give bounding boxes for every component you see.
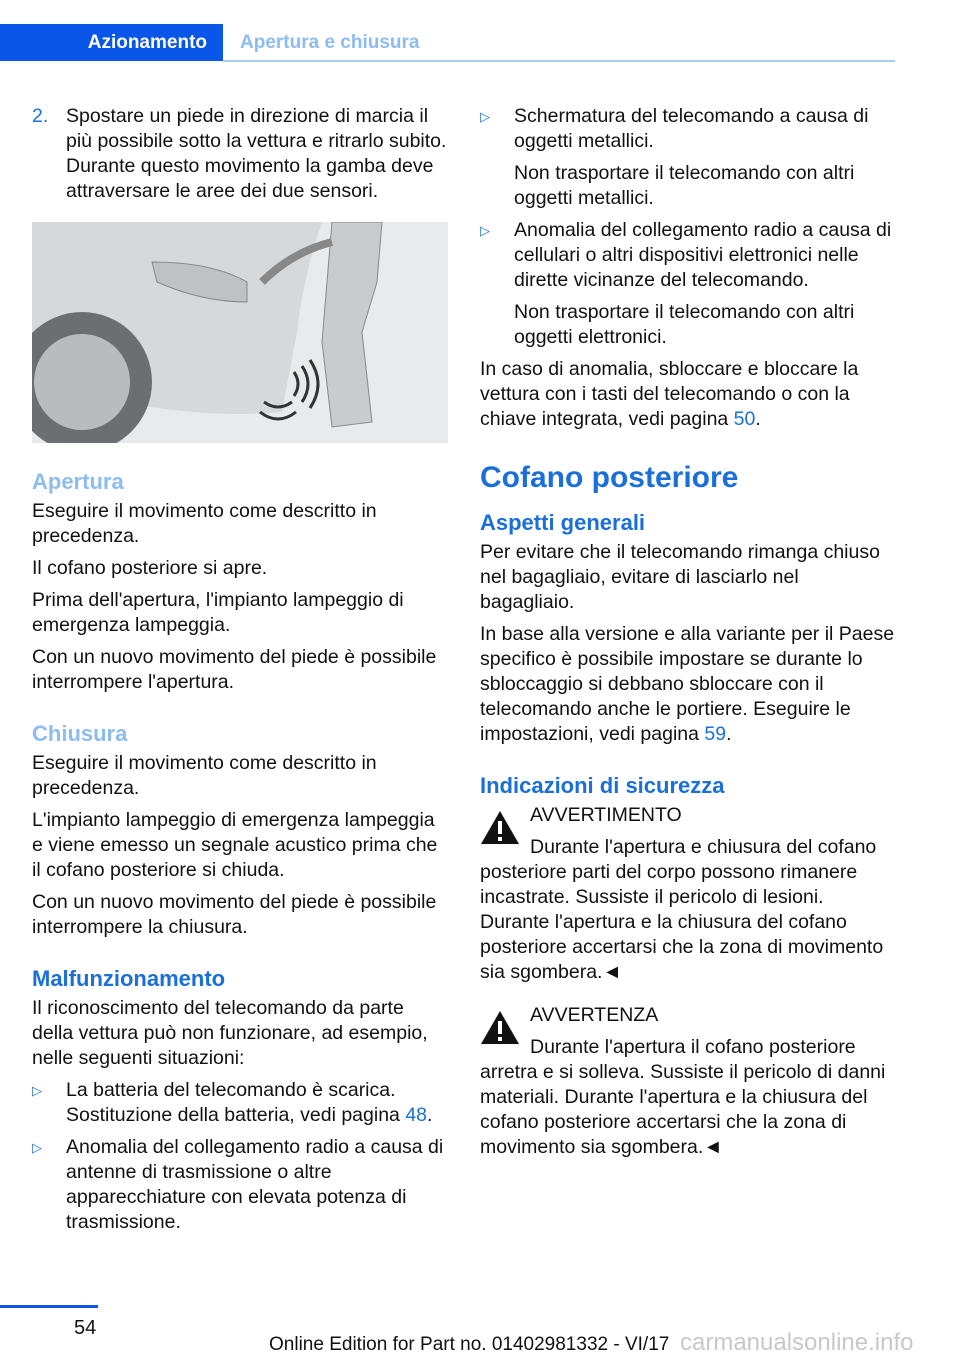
- text: Non trasportare il telecomando con altri oggetti metallici.: [514, 162, 855, 209]
- list-item: [32, 1135, 448, 1235]
- right-column: ▷ Schermatura del telecomando a causa di oggetti metallici. Non trasportare il telecomando con altri oggetti metallici. ▷ Anomalia del collegamento radio a causa di cellulari o altri dispositivi elettronici nelle dirette vicinanze del telecomando. Non trasportare il telecomando con altri oggetti elettronici. In caso di anomalia, sbloccare e bloccare la vettura con i tasti del telecomando o con la chiave integrata, vedi pagina 50. Cofano posteriore Aspetti generali Per evitare che il telecomando rimanga chiuso nel bagagliaio, evitare di lasciarlo nel bagagliaio. In base alla versione e alla variante per il Paese specifico è possibile impostare se durante lo sbloccaggio si debbano sbloccare con il telecomando anche le portiere. Eseguire le impostazioni, vedi pagina 59. Indicazioni di sicurezza AVVERTIMENTO Durante l'apertura e chiusura del cofano posteriore parti del corpo possono rimanere incastrate. Sussiste il pericolo di lesioni. Durante l'apertura e la chiusura del cofano posteriore accertarsi che la zona di movimento sia sgombera.◄ AVVERTENZA Durante l'apertura il cofano posteriore arretra e si solleva. Sussiste il pericolo di danni materiali. Durante l'apertura e la chiusura del cofano posteriore accertarsi che la zona di movimento sia sgombera.◄: [480, 105, 895, 1158]
- text: Durante l'apertura e chiusura del cofano posteriore parti del corpo possono rimanere incastrate. Sussiste il pericolo di lesioni. Durante l'apertura e la chiusura del cofano posteriore accertarsi che la zona di movimento sia sgombera.◄: [480, 836, 884, 983]
- page-link[interactable]: 59: [704, 723, 727, 745]
- footer-divider: [0, 1305, 98, 1308]
- paragraph: Per evitare che il telecomando rimanga chiuso nel bagagliaio, evitare di lasciarlo nel bagagliaio.: [480, 541, 880, 613]
- heading-cofano-posteriore: Cofano posteriore: [480, 461, 739, 494]
- text: Anomalia del collegamento radio a causa di cellulari o altri dispositivi elettronici nelle dirette vicinanze del telecomando.: [514, 219, 892, 291]
- list-item: ▷ La batteria del telecomando è scarica. Sostituzione della batteria, vedi pagina 48.: [32, 1079, 433, 1126]
- watermark: carmanualsonline.info: [680, 1329, 914, 1356]
- list-item: [480, 104, 896, 211]
- warning-icon: [480, 809, 520, 845]
- caution-block: [480, 1003, 896, 1160]
- section-title[interactable]: Apertura e chiusura: [240, 32, 420, 53]
- bullet-icon: ▷: [480, 109, 490, 124]
- heading-aspetti-generali: Aspetti generali: [480, 510, 646, 535]
- text: Non trasportare il telecomando con altri oggetti elettronici.: [514, 301, 855, 348]
- text: In caso di anomalia, sbloccare e bloccare la vettura con i tasti del telecomando o con la chiave integrata, vedi pagina: [480, 358, 859, 430]
- step-number: 2.: [32, 105, 49, 127]
- text: Durante l'apertura il cofano posteriore arretra e si solleva. Sussiste il pericolo di danni materiali. Durante l'apertura e la chiusura del cofano posteriore accertarsi che la zona di movimento sia sgombera.◄: [480, 1036, 886, 1158]
- list-item: [480, 218, 896, 350]
- warning-text: [480, 1035, 896, 1160]
- paragraph: Il riconoscimento del telecomando da parte della vettura può non funzionare, ad esempio, nelle seguenti situazioni:: [32, 997, 428, 1069]
- paragraph: Eseguire il movimento come descritto in precedenza.: [32, 752, 377, 799]
- heading-chiusura: Chiusura: [32, 721, 128, 746]
- warning-title: AVVERTENZA: [530, 1004, 659, 1026]
- page-link[interactable]: 48: [405, 1104, 428, 1126]
- paragraph: Eseguire il movimento come descritto in precedenza.: [32, 500, 377, 547]
- edition-text: Online Edition for Part no. 01402981332 - VI/17: [269, 1334, 670, 1355]
- warning-text: [480, 835, 896, 985]
- page-link[interactable]: 50: [733, 408, 756, 430]
- paragraph: L'impianto lampeggio di emergenza lampeggia e viene emesso un segnale acustico prima che il cofano posteriore si chiuda.: [32, 809, 438, 881]
- heading-apertura: Apertura: [32, 469, 124, 494]
- chapter-tab[interactable]: Azionamento: [0, 24, 223, 61]
- text: La batteria del telecomando è scarica. Sostituzione della batteria, vedi pagina: [66, 1079, 406, 1126]
- paragraph: Con un nuovo movimento del piede è possibile interrompere la chiusura.: [32, 891, 437, 938]
- header-divider: [223, 60, 895, 62]
- warning-block: [480, 803, 896, 985]
- warning-title: AVVERTIMENTO: [530, 804, 682, 826]
- paragraph: Il cofano posteriore si apre.: [32, 557, 268, 579]
- tailgate-foot-illustration: [32, 222, 448, 443]
- text: In base alla versione e alla variante per il Paese specifico è possibile impostare se durante lo sbloccaggio si debbano sbloccare con il telecomando anche le portiere. Eseguire le impostazioni, vedi pagina: [480, 623, 895, 745]
- step-2: [32, 104, 448, 204]
- text: Anomalia del collegamento radio a causa di antenne di trasmissione o altre apparecchiature con elevata potenza di trasmissione.: [66, 1136, 444, 1233]
- bullet-icon: ▷: [32, 1083, 42, 1098]
- left-column: [32, 104, 448, 1242]
- heading-sicurezza: Indicazioni di sicurezza: [480, 773, 725, 798]
- heading-malfunzionamento: Malfunzionamento: [32, 966, 226, 991]
- warning-icon: [480, 1009, 520, 1045]
- paragraph: Con un nuovo movimento del piede è possibile interrompere l'apertura.: [32, 646, 437, 693]
- paragraph: Prima dell'apertura, l'impianto lampeggio di emergenza lampeggia.: [32, 589, 404, 636]
- page-number: 54: [74, 1317, 97, 1339]
- text: Schermatura del telecomando a causa di oggetti metallici.: [514, 105, 869, 152]
- step-text: Spostare un piede in direzione di marcia il più possibile sotto la vettura e ritrarlo subito. Durante questo movimento la gamba deve attraversare le aree dei due sensori.: [66, 105, 447, 202]
- bullet-icon: ▷: [480, 223, 490, 238]
- bullet-icon: ▷: [32, 1140, 42, 1155]
